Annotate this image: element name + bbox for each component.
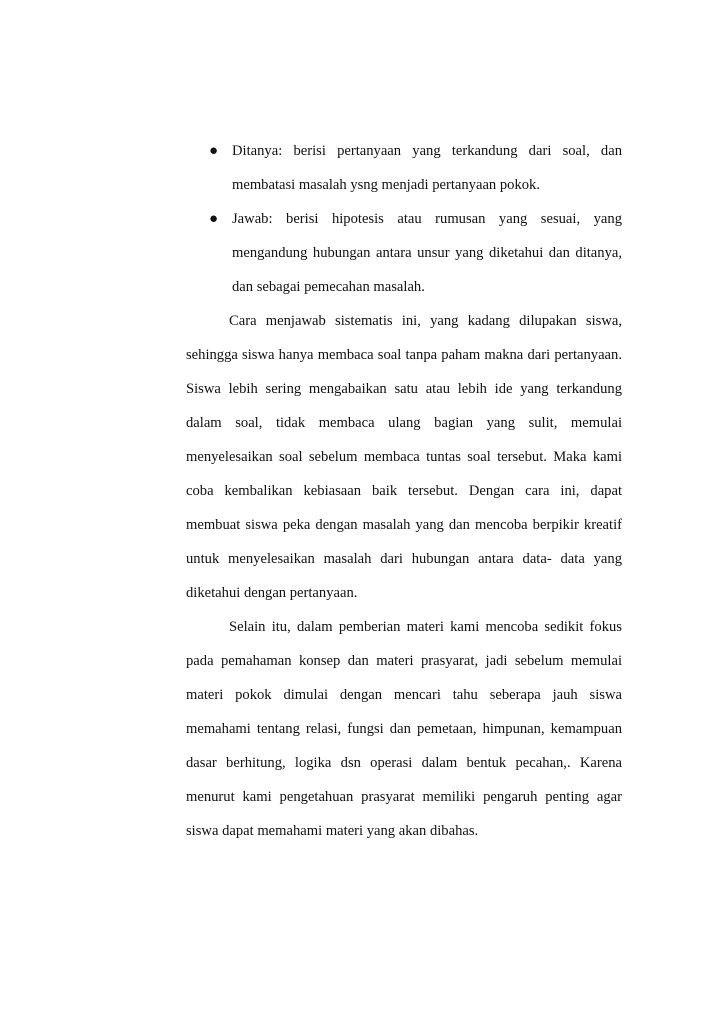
bullet-line: dan sebagai pemecahan masalah. — [232, 279, 425, 295]
paragraph-line: dasar berhitung, logika dsn operasi dalam bentuk pecahan,. Karena — [186, 755, 622, 771]
paragraph-line: coba kembalikan kebiasaan baik tersebut. Dengan cara ini, dapat — [186, 483, 622, 499]
paragraph-line: Siswa lebih sering mengabaikan satu atau lebih ide yang terkandung — [186, 381, 622, 397]
paragraph-line: memahami tentang relasi, fungsi dan pemetaan, himpunan, kemampuan — [186, 721, 622, 737]
paragraph-line: menyelesaikan soal sebelum membaca tuntas soal tersebut. Maka kami — [186, 449, 622, 465]
paragraph-line: untuk menyelesaikan masalah dari hubungan antara data- data yang — [186, 551, 622, 567]
paragraph-line: siswa dapat memahami materi yang akan dibahas. — [186, 823, 479, 839]
bullet-line: Jawab: berisi hipotesis atau rumusan yang sesuai, yang — [232, 211, 622, 227]
paragraph-line: membuat siswa peka dengan masalah yang dan mencoba berpikir kreatif — [186, 517, 622, 533]
bullet-line: mengandung hubungan antara unsur yang diketahui dan ditanya, — [232, 245, 622, 261]
paragraph-line: sehingga siswa hanya membaca soal tanpa paham makna dari pertanyaan. — [186, 347, 622, 363]
paragraph-line: dalam soal, tidak membaca ulang bagian yang sulit, memulai — [186, 415, 622, 431]
bullet-line: membatasi masalah ysng menjadi pertanyaan pokok. — [232, 177, 541, 193]
bullet-line: Ditanya: berisi pertanyaan yang terkandung dari soal, dan — [232, 143, 622, 159]
paragraph-line: pada pemahaman konsep dan materi prasyarat, jadi sebelum memulai — [186, 653, 622, 669]
paragraph-line: menurut kami pengetahuan prasyarat memiliki pengaruh penting agar — [186, 789, 622, 805]
paragraph-line: materi pokok dimulai dengan mencari tahu seberapa jauh siswa — [186, 687, 622, 703]
paragraph-line: Selain itu, dalam pemberian materi kami mencoba sedikit fokus — [229, 619, 622, 635]
paragraph-line: diketahui dengan pertanyaan. — [186, 585, 358, 601]
bullet-dot: ● — [209, 211, 219, 227]
paragraph-line: Cara menjawab sistematis ini, yang kadang dilupakan siswa, — [229, 313, 622, 329]
bullet-dot: ● — [209, 143, 219, 159]
